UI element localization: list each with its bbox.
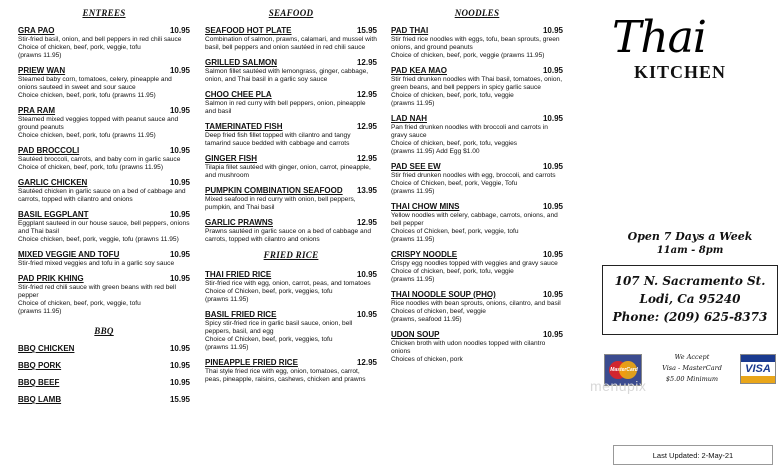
menu-item-description: Crispy egg noodles topped with veggies and gravy sauce Choice of chicken, beef, pork, tofu, veggie (prawns 11.95) <box>391 260 558 283</box>
menu-item-name: PRIEW WAN <box>18 66 66 75</box>
address-box <box>602 265 778 335</box>
menu-item-price: 10.95 <box>356 310 377 319</box>
menu-item-price: 10.95 <box>169 26 190 35</box>
menu-item-price: 12.95 <box>356 218 377 227</box>
seafood-title: SEAFOOD <box>268 8 314 18</box>
visa-label: VISA <box>745 363 771 375</box>
menu-item-header <box>391 162 563 171</box>
menu-item <box>391 114 563 156</box>
menu-item-header <box>205 270 377 279</box>
menu-item-name: PAD KEA MAO <box>391 66 447 75</box>
fried-rice-list <box>205 270 377 384</box>
menu-item-header <box>205 186 377 195</box>
menu-item-header <box>18 106 190 115</box>
menu-item <box>205 26 377 52</box>
menu-item <box>18 274 190 316</box>
menu-item <box>205 218 377 244</box>
menu-item <box>205 310 377 352</box>
menu-item <box>391 290 563 324</box>
menu-item-price: 13.95 <box>356 186 377 195</box>
address-street: 107 N. Sacramento St. <box>614 274 766 288</box>
menu-item <box>18 26 190 60</box>
bbq-item <box>18 395 190 404</box>
bbq-item-price: 10.95 <box>169 361 190 370</box>
menu-item <box>391 202 563 244</box>
menu-item-name: PINEAPPLE FRIED RICE <box>205 358 298 367</box>
menu-item-header <box>18 26 190 35</box>
menu-item-header <box>205 358 377 367</box>
menu-item-price: 12.95 <box>356 58 377 67</box>
menu-item-price: 10.95 <box>169 274 190 283</box>
visa-logo-icon <box>740 354 776 384</box>
menu-item-description: Stir-fried red chili sauce with green beans with red bell pepper Choice of chicken, beef, pork, veggie, tofu (prawns 11.95) <box>18 284 176 315</box>
menu-item-header <box>391 250 563 259</box>
hours-time: 11am - 8pm <box>656 245 724 256</box>
bbq-item-price: 15.95 <box>169 395 190 404</box>
menu-item-name: SEAFOOD HOT PLATE <box>205 26 292 35</box>
entrees-title: ENTREES <box>82 8 126 18</box>
menu-item-price: 15.95 <box>356 26 377 35</box>
menu-item-header <box>391 114 563 123</box>
menu-item-header <box>205 218 377 227</box>
menu-item-description: Yellow noodles with celery, cabbage, carrots, onions, and bell pepper Choices of Chicken, beef, pork, veggie, tofu (prawns 11.95) <box>391 212 558 243</box>
menu-item <box>18 210 190 244</box>
menu-item-price: 10.95 <box>169 66 190 75</box>
menu-item-price: 10.95 <box>542 114 563 123</box>
menu-item-description: Mixed seafood in red curry with onion, bell peppers, pumpkin, and Thai basil <box>205 196 356 211</box>
menu-item-header <box>391 290 563 299</box>
menu-item-name: THAI CHOW MINS <box>391 202 460 211</box>
bbq-item-name: BBQ CHICKEN <box>18 344 75 353</box>
menu-item-name: BASIL FRIED RICE <box>205 310 277 319</box>
menu-item-name: BASIL EGGPLANT <box>18 210 89 219</box>
menu-item-price: 10.95 <box>356 270 377 279</box>
menu-item-name: THAI NOODLE SOUP (PHO) <box>391 290 496 299</box>
menu-item <box>205 58 377 84</box>
menu-item-price: 10.95 <box>169 178 190 187</box>
menu-item-header <box>391 330 563 339</box>
menu-item <box>391 26 563 60</box>
menu-item <box>391 66 563 108</box>
menu-item-price: 10.95 <box>542 290 563 299</box>
menu-item <box>18 250 190 268</box>
menu-item-description: Tilapia fillet sautéed with ginger, onion, carrot, pineapple, and mushroom <box>205 164 371 179</box>
menu-item-description: Thai style fried rice with egg, onion, tomatoes, carrot, peas, pineapple, raisins, cashews, chicken and prawns <box>205 368 366 383</box>
menu-item-description: Stir-fried rice with egg, onion, carrot, peas, and tomatoes Choice of Chicken, beef, pork, veggies, tofu (prawns 11.95) <box>205 280 371 303</box>
menu-item-price: 12.95 <box>356 122 377 131</box>
bbq-item-price: 10.95 <box>169 344 190 353</box>
bbq-item-name: BBQ BEEF <box>18 378 60 387</box>
bbq-item-price: 10.95 <box>169 378 190 387</box>
menu-item <box>18 146 190 172</box>
menu-item-header <box>205 58 377 67</box>
address-phone: Phone: (209) 625-8373 <box>612 310 768 324</box>
menu-item-price: 10.95 <box>542 66 563 75</box>
bbq-title: BBQ <box>94 326 114 336</box>
menu-item-name: GINGER FISH <box>205 154 258 163</box>
menu-item-price: 10.95 <box>169 106 190 115</box>
menu-item-description: Salmon fillet sautéed with lemongrass, ginger, cabbage, onion, and Thai basil in a garlic soy sauce <box>205 68 369 83</box>
mastercard-label: MasterCard <box>610 367 638 373</box>
menu-item-description: Sautéed broccoli, carrots, and baby corn in garlic sauce Choice of chicken, beef, pork, tofu (prawns 11.95) <box>18 156 181 171</box>
payment-we-accept: We Accept <box>674 353 710 361</box>
menu-item-description: Stir-fried basil, onion, and bell peppers in red chili sauce Choice of chicken, beef, pork, veggie, tofu (prawns 11.95) <box>18 36 182 59</box>
menu-item-name: THAI FRIED RICE <box>205 270 272 279</box>
entrees-column <box>18 8 190 412</box>
menu-item-name: GRILLED SALMON <box>205 58 277 67</box>
menu-item-description: Stir fried rice noodles with eggs, tofu, bean sprouts, green onions, and ground peanuts Choice of chicken, beef, pork, veggie (prawns 11.95) <box>391 36 560 59</box>
menu-item-price: 12.95 <box>356 358 377 367</box>
menu-item <box>205 154 377 180</box>
menu-item <box>391 162 563 196</box>
logo-thai-text: Thai <box>612 12 706 63</box>
menu-item-header <box>391 66 563 75</box>
menu-item-header <box>18 66 190 75</box>
menu-item-header <box>391 202 563 211</box>
bbq-item <box>18 361 190 370</box>
menu-item-description: Salmon in red curry with bell peppers, onion, pineapple and basil <box>205 100 366 115</box>
entrees-list <box>18 26 190 316</box>
seafood-column <box>205 8 377 390</box>
menu-item-price: 12.95 <box>356 154 377 163</box>
menu-item-price: 10.95 <box>169 250 190 259</box>
menu-item-name: CHOO CHEE PLA <box>205 90 272 99</box>
menu-item-name: GRA PAO <box>18 26 55 35</box>
menu-item-description: Steamed mixed veggies topped with peanut sauce and ground peanuts Choice chicken, beef, pork, tofu (prawns 11.95) <box>18 116 179 139</box>
menu-item-name: PAD BROCCOLI <box>18 146 80 155</box>
menu-item <box>391 330 563 364</box>
bbq-item <box>18 344 190 353</box>
menu-item-name: PAD SEE EW <box>391 162 441 171</box>
menu-item-price: 12.95 <box>356 90 377 99</box>
logo-kitchen-text: KITCHEN <box>634 62 727 82</box>
menu-item-header <box>205 122 377 131</box>
address-city: Lodi, Ca 95240 <box>639 292 741 306</box>
menu-item-header <box>391 26 563 35</box>
menu-item-name: CRISPY NOODLE <box>391 250 458 259</box>
menu-item-header <box>18 146 190 155</box>
menu-item <box>205 122 377 148</box>
seafood-list <box>205 26 377 244</box>
menu-item <box>205 358 377 384</box>
noodles-column <box>391 8 563 370</box>
menu-item-description: Chicken broth with udon noodles topped with cilantro onions Choices of chicken, pork <box>391 340 546 363</box>
menu-item-header <box>18 250 190 259</box>
menu-item-header <box>205 154 377 163</box>
payment-accept-text <box>646 352 738 385</box>
menu-item-price: 10.95 <box>542 250 563 259</box>
menu-item-header <box>205 90 377 99</box>
fried-rice-title: FRIED RICE <box>263 250 319 260</box>
menu-item <box>18 66 190 100</box>
visa-bottom-band <box>741 376 775 383</box>
last-updated: Last Updated: 2-May-21 <box>613 445 773 465</box>
bbq-item <box>18 378 190 387</box>
menu-item-name: LAD NAH <box>391 114 427 123</box>
menu-item-name: PUMPKIN COMBINATION SEAFOOD <box>205 186 343 195</box>
menu-item-header <box>18 274 190 283</box>
menu-item-name: GARLIC PRAWNS <box>205 218 273 227</box>
restaurant-logo <box>612 14 762 84</box>
menu-item-price: 10.95 <box>542 330 563 339</box>
opening-hours <box>620 230 760 256</box>
menu-item-name: UDON SOUP <box>391 330 440 339</box>
menu-item-name: PAD PRIK KHING <box>18 274 84 283</box>
menu-item-description: Stir fried drunken noodles with egg, broccoli, and carrots Choice of Chicken, beef, pork, Veggie, Tofu (prawns 11.95) <box>391 172 556 195</box>
menu-item <box>205 186 377 212</box>
menu-item-name: PRA RAM <box>18 106 56 115</box>
menu-item-description: Deep fried fish fillet topped with cilantro and tangy tamarind sauce bedded with cabbage and carrots <box>205 132 351 147</box>
menu-item-name: GARLIC CHICKEN <box>18 178 88 187</box>
menu-item-description: Combination of salmon, prawns, calamari, and mussel with basil, bell peppers and onion sautéed in red chili sauce <box>205 36 377 51</box>
menu-item-description: Prawns sautéed in garlic sauce on a bed of cabbage and carrots, topped with cilantro and onions <box>205 228 372 243</box>
menu-item-description: Rice noodles with bean sprouts, onions, cilantro, and basil Choices of chicken, beef, veggie (prawns, seafood 11.95) <box>391 300 561 323</box>
payment-minimum: $5.00 Minimum <box>665 375 719 383</box>
bbq-item-name: BBQ PORK <box>18 361 62 370</box>
bbq-list <box>18 344 190 404</box>
menu-item-description: Spicy stir-fried rice in garlic basil sauce, onion, bell peppers, basil, and egg Choice of Chicken, beef, pork, veggies, tofu (prawns 11.95) <box>205 320 353 351</box>
menu-item-name: PAD THAI <box>391 26 429 35</box>
menu-item-description: Eggplant sauteed in our house sauce, bell peppers, onions and Thai basil Choice chicken, beef, pork, veggie, tofu (prawns 11.95) <box>18 220 190 243</box>
menu-item-description: Stir fried drunken noodles with Thai basil, tomatoes, onion, green beans, and bell peppers in spicy garlic sauce Choice of chicken, beef, pork, tofu, veggie (prawns 11.95) <box>391 76 563 107</box>
noodles-list <box>391 26 563 364</box>
menu-item-header <box>18 178 190 187</box>
visa-top-band <box>741 355 775 362</box>
menu-item <box>205 90 377 116</box>
menu-item-name: MIXED VEGGIE AND TOFU <box>18 250 120 259</box>
menu-item-header <box>205 26 377 35</box>
menu-item-price: 10.95 <box>542 26 563 35</box>
menu-item-name: TAMERINATED FISH <box>205 122 283 131</box>
bbq-item-name: BBQ LAMB <box>18 395 62 404</box>
menu-item-description: Steamed baby corn, tomatoes, celery, pineapple and onions sauteed in sweet and sour sauce Choice chicken, beef, pork, tofu (prawns 11.95) <box>18 76 172 99</box>
hours-days: Open 7 Days a Week <box>627 230 753 243</box>
menu-item-description: Sautéed chicken in garlic sauce on a bed of cabbage and carrots, topped with cilantro and onions <box>18 188 186 203</box>
menu-item-price: 10.95 <box>169 146 190 155</box>
menu-item-description: Pan fried drunken noodles with broccoli and carrots in gravy sauce Choice of chicken, beef, pork, tofu, veggies (prawns 11.95) Add Egg $1.00 <box>391 124 548 155</box>
menu-item <box>18 178 190 204</box>
watermark: menupix <box>590 378 647 394</box>
menu-item <box>18 106 190 140</box>
menu-item-description: Stir-fried mixed veggies and tofu in a garlic soy sauce <box>18 260 175 267</box>
noodles-title: NOODLES <box>454 8 500 18</box>
menu-item-header <box>205 310 377 319</box>
menu-item-price: 10.95 <box>542 162 563 171</box>
menu-item-header <box>18 210 190 219</box>
menu-item <box>205 270 377 304</box>
payment-cards-accepted: Visa - MasterCard <box>662 364 722 372</box>
menu-item-price: 10.95 <box>542 202 563 211</box>
menu-item-price: 10.95 <box>169 210 190 219</box>
menu-item <box>391 250 563 284</box>
